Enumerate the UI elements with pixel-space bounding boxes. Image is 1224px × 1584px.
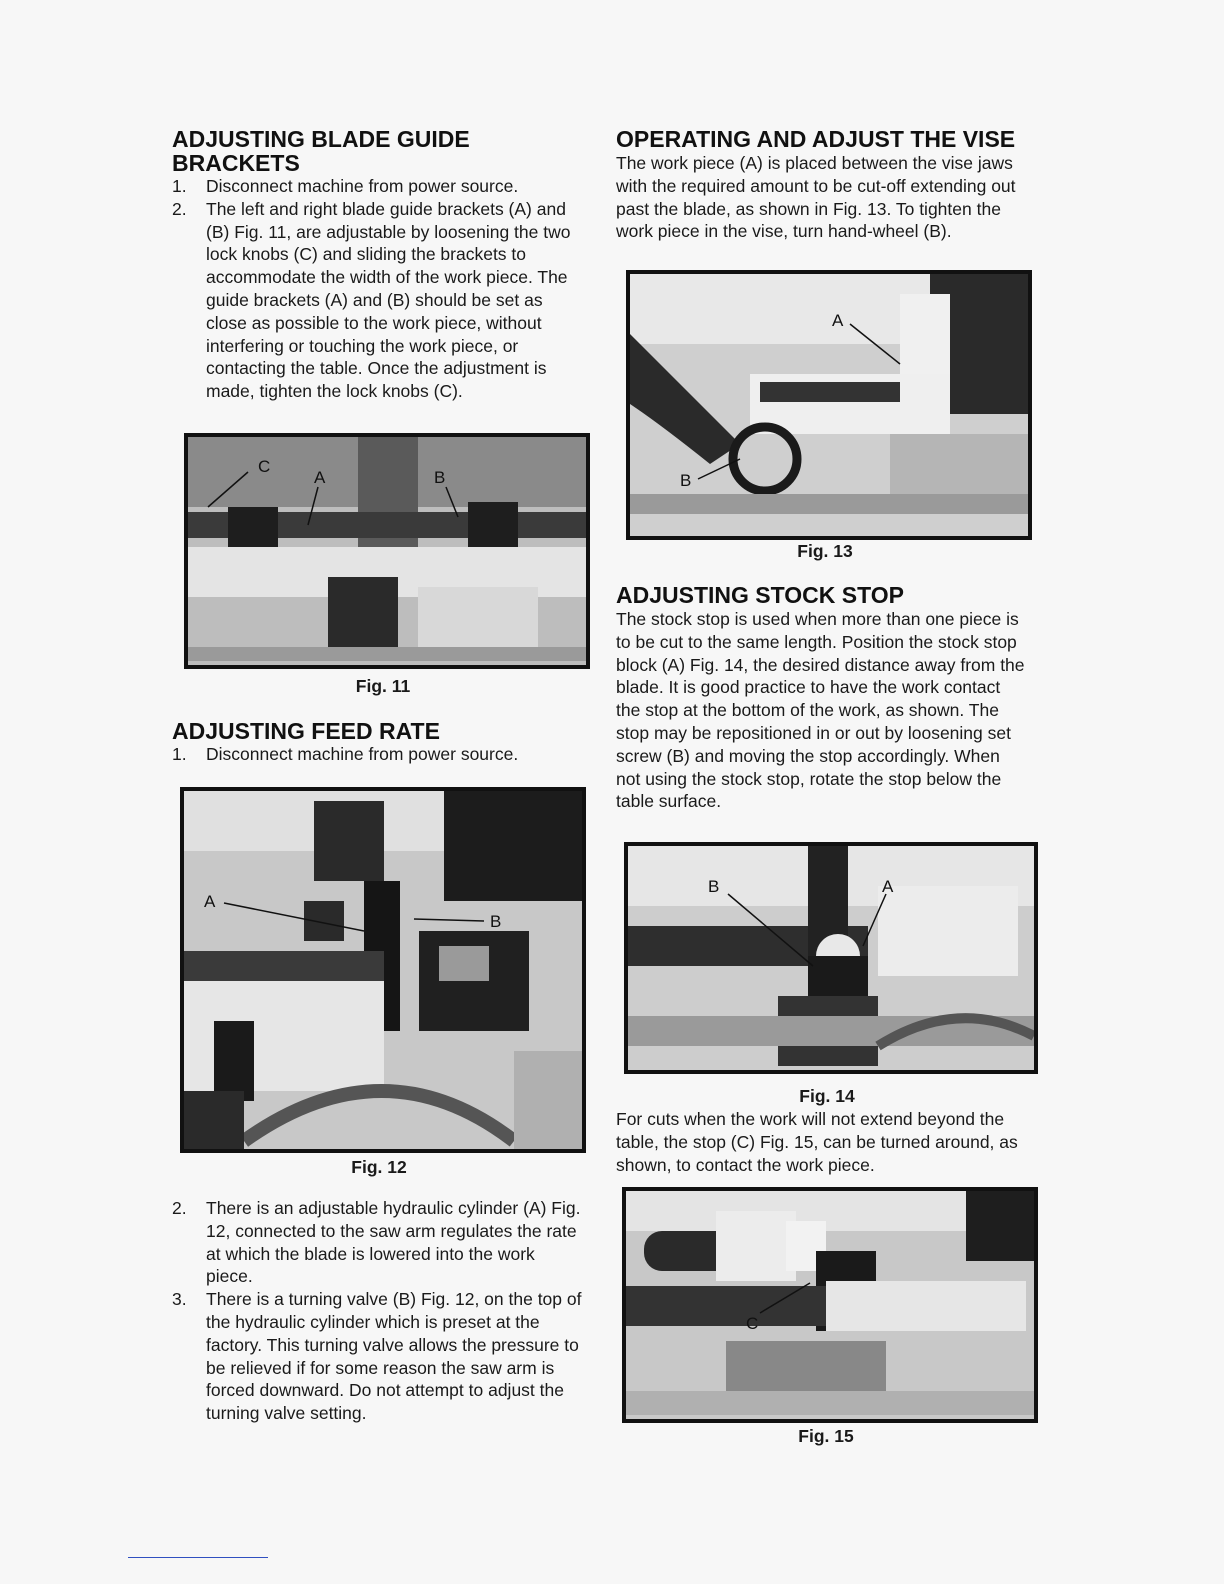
feed-rate-step1 (172, 743, 582, 766)
fig15-caption: Fig. 15 (798, 1426, 854, 1446)
blade-guide-title-line1: ADJUSTING BLADE GUIDE (172, 126, 470, 152)
stock-stop-paragraph: The stock stop is used when more than one piece is to be cut to the same length. Position the stock stop block (A) Fig. 14, the desired distance away from the blade. It is good practice to have the work contact the stop at the bottom of the work, as shown. The stop may be repositioned in or out by loosening set screw (B) and moving the stop accordingly. When not using the stock stop, rotate the stop below the table surface. (616, 609, 1025, 812)
step-number: 2. (172, 198, 187, 219)
step-text: The left and right blade guide brackets (A) and (B) Fig. 11, are adjustable by loosening the two lock knobs (C) and sliding the brackets to accommodate the width of the work piece. The guide brackets (A) and (B) should be set as close as possible to the work piece, without interfering or touching the work piece, or contacting the table. Once the adjustment is made, tighten the lock knobs (C). (206, 198, 571, 402)
step-number: 3. (172, 1289, 187, 1310)
vise-paragraph: The work piece (A) is placed between the vise jaws with the required amount to be cut-off extending out past the blade, as shown in Fig. 13. To tighten the work piece in the vise, turn hand-wheel (B). (616, 153, 1016, 242)
fig12-label-a: A (204, 892, 216, 911)
fig12-caption: Fig. 12 (351, 1157, 407, 1177)
list-item (172, 198, 582, 403)
stock-stop-heading: ADJUSTING STOCK STOP (616, 582, 904, 608)
list-item (172, 1197, 582, 1288)
footer-rule (128, 1557, 268, 1558)
fig15-intro-paragraph: For cuts when the work will not extend beyond the table, the stop (C) Fig. 15, can be turned around, as shown, to contact the work piece. (616, 1109, 1018, 1175)
fig14-label-a: A (882, 877, 894, 896)
fig13-caption: Fig. 13 (797, 541, 853, 561)
fig15-photo (622, 1187, 1038, 1423)
fig14-photo (624, 842, 1038, 1074)
fig11-caption: Fig. 11 (355, 676, 411, 696)
vise-heading: OPERATING AND ADJUST THE VISE (616, 126, 1016, 152)
list-item (172, 175, 582, 198)
list-item (172, 1288, 582, 1425)
step-number: 1. (172, 744, 187, 764)
feed-rate-steps-continued (172, 1197, 582, 1425)
step-number: 2. (172, 1198, 187, 1218)
fig11-photo (184, 433, 590, 669)
fig11-label-c: C (258, 457, 271, 476)
step-text: Disconnect machine from power source. (206, 744, 519, 764)
blade-guide-heading (172, 127, 470, 175)
step-text: Disconnect machine from power source. (206, 176, 519, 196)
fig14-label-b: B (708, 877, 720, 896)
fig14-caption: Fig. 14 (799, 1086, 855, 1106)
step-number: 1. (172, 176, 187, 196)
fig13-photo (626, 270, 1032, 540)
list-item (172, 743, 582, 766)
fig13-label-b: B (680, 471, 692, 490)
blade-guide-title-line2: BRACKETS (172, 150, 300, 176)
fig12-photo (180, 787, 586, 1153)
fig11-label-b: B (434, 468, 446, 487)
blade-guide-steps (172, 175, 582, 403)
fig13-label-a: A (832, 311, 844, 330)
fig12-label-b: B (490, 912, 502, 931)
step-text: There is a turning valve (B) Fig. 12, on the top of the hydraulic cylinder which is preset at the factory. This turning valve allows the pressure to be relieved if for some reason the saw arm is forced downward. Do not attempt to adjust the turning valve setting. (206, 1289, 582, 1424)
step-text: There is an adjustable hydraulic cylinder (A) Fig. 12, connected to the saw arm regulates the rate at which the blade is lowered into the work piece. (206, 1198, 581, 1287)
feed-rate-heading: ADJUSTING FEED RATE (172, 718, 440, 744)
fig15-label-c: C (746, 1314, 759, 1333)
fig11-label-a: A (314, 468, 326, 487)
